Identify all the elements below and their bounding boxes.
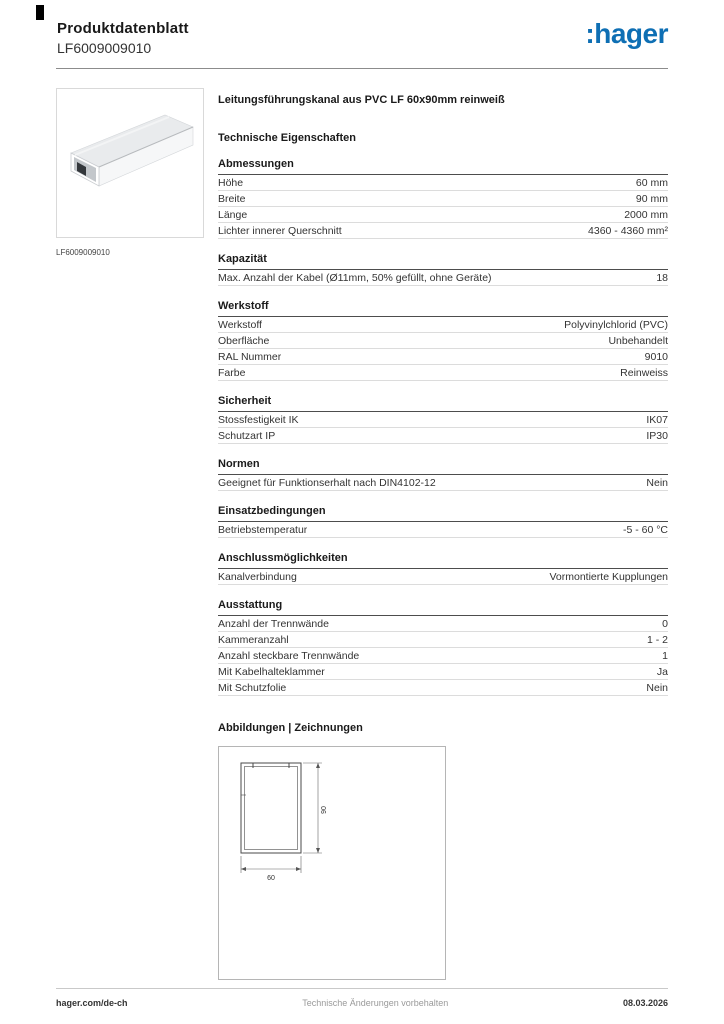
spec-value: -5 - 60 °C <box>622 523 668 536</box>
table-row <box>218 632 668 648</box>
section-heading: Einsatzbedingungen <box>218 505 668 522</box>
table-row <box>218 680 668 696</box>
table-row <box>218 648 668 664</box>
table-row <box>218 475 668 491</box>
spec-value: Polyvinylchlorid (PVC) <box>564 318 668 331</box>
document-title: Produktdatenblatt <box>57 20 189 37</box>
spec-label: Kanalverbindung <box>218 570 297 583</box>
spec-value: 60 mm <box>635 176 668 189</box>
product-photo-frame <box>56 88 204 238</box>
spec-label: Breite <box>218 192 246 205</box>
product-image-caption: LF6009009010 <box>56 248 110 257</box>
spec-section-ausstattung <box>218 599 668 696</box>
spec-label: Länge <box>218 208 248 221</box>
spec-value: 1 - 2 <box>646 633 668 646</box>
spec-value: 18 <box>656 271 668 284</box>
product-title: Leitungsführungskanal aus PVC LF 60x90mm reinweiß <box>218 94 505 106</box>
spec-label: Anzahl der Trennwände <box>218 617 329 630</box>
spec-value: Ja <box>656 665 668 678</box>
spec-value: 1 <box>662 649 668 662</box>
table-row <box>218 223 668 239</box>
spec-value: Nein <box>646 681 668 694</box>
spec-column <box>218 88 668 980</box>
spec-label: Werkstoff <box>218 318 262 331</box>
table-row <box>218 317 668 333</box>
spec-value: IP30 <box>646 429 668 442</box>
spec-label: Geeignet für Funktionserhalt nach DIN4102-12 <box>218 476 436 489</box>
table-row <box>218 616 668 632</box>
section-heading: Abmessungen <box>218 158 668 175</box>
spec-value: 2000 mm <box>624 208 668 221</box>
spec-value: IK07 <box>646 413 668 426</box>
spec-section-abmessungen <box>218 158 668 239</box>
table-row <box>218 349 668 365</box>
spec-value: Vormontierte Kupplungen <box>549 570 668 583</box>
spec-value: Reinweiss <box>620 366 668 379</box>
spec-label: Oberfläche <box>218 334 270 347</box>
spec-label: Lichter innerer Querschnitt <box>218 224 342 237</box>
table-row <box>218 207 668 223</box>
content <box>56 88 668 980</box>
footer-website-link[interactable]: hager.com/de-ch <box>56 998 128 1008</box>
table-row <box>218 664 668 680</box>
table-row <box>218 428 668 444</box>
header <box>57 20 668 66</box>
section-heading: Normen <box>218 458 668 475</box>
table-row <box>218 522 668 538</box>
spec-label: Kammeranzahl <box>218 633 289 646</box>
spec-label: Farbe <box>218 366 246 379</box>
header-divider <box>56 68 668 69</box>
spec-value: 0 <box>662 617 668 630</box>
spec-section-normen <box>218 458 668 491</box>
spec-section-sicherheit <box>218 395 668 444</box>
cross-section-drawing <box>219 747 443 977</box>
height-dimension-label: 90 <box>321 806 328 814</box>
product-photo <box>57 89 201 235</box>
spec-section-anschlussmoeglichkeiten <box>218 552 668 585</box>
spec-value: 9010 <box>644 350 668 363</box>
section-heading: Sicherheit <box>218 395 668 412</box>
table-row <box>218 365 668 381</box>
spec-value: 90 mm <box>635 192 668 205</box>
tech-properties-heading: Technische Eigenschaften <box>218 132 356 144</box>
spec-label: Stossfestigkeit IK <box>218 413 299 426</box>
table-row <box>218 333 668 349</box>
table-row <box>218 270 668 286</box>
spec-value: Unbehandelt <box>608 334 668 347</box>
spec-label: Mit Kabelhalteklammer <box>218 665 325 678</box>
spec-label: RAL Nummer <box>218 350 282 363</box>
spec-section-einsatzbedingungen <box>218 505 668 538</box>
spec-value: 4360 - 4360 mm² <box>588 224 668 237</box>
print-mark <box>36 5 44 20</box>
spec-label: Betriebstemperatur <box>218 523 308 536</box>
spec-label: Höhe <box>218 176 244 189</box>
table-row <box>218 412 668 428</box>
table-row <box>218 569 668 585</box>
product-id: LF6009009010 <box>57 40 152 56</box>
section-heading: Ausstattung <box>218 599 668 616</box>
spec-section-werkstoff <box>218 300 668 381</box>
hager-logo: :hager <box>585 18 668 49</box>
product-image-column <box>56 88 202 980</box>
section-heading: Kapazität <box>218 253 668 270</box>
footer-date: 08.03.2026 <box>622 998 668 1008</box>
width-dimension-label: 60 <box>267 875 275 882</box>
spec-section-kapazitaet <box>218 253 668 286</box>
footer-notice: Technische Änderungen vorbehalten <box>302 998 449 1008</box>
spec-value: Nein <box>646 476 668 489</box>
spec-label: Max. Anzahl der Kabel (Ø11mm, 50% gefüllt, ohne Geräte) <box>218 271 492 284</box>
drawing-frame <box>218 746 446 980</box>
drawings-heading: Abbildungen | Zeichnungen <box>218 722 363 734</box>
table-row <box>218 175 668 191</box>
spec-label: Schutzart IP <box>218 429 276 442</box>
spec-label: Anzahl steckbare Trennwände <box>218 649 360 662</box>
spec-label: Mit Schutzfolie <box>218 681 287 694</box>
section-heading: Werkstoff <box>218 300 668 317</box>
section-heading: Anschlussmöglichkeiten <box>218 552 668 569</box>
table-row <box>218 191 668 207</box>
footer <box>56 988 668 1008</box>
